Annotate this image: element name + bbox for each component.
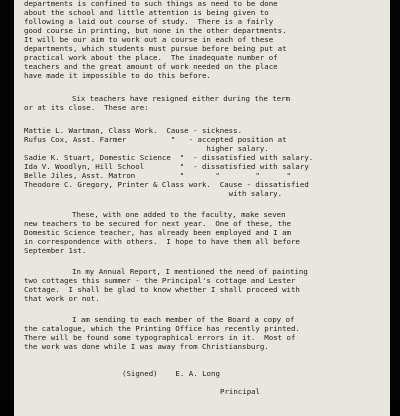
scan-right-border <box>390 0 400 400</box>
text-line: departments is confined to such things as need to be done <box>24 0 278 8</box>
signer-title: Principal <box>220 387 261 396</box>
text-line: new teachers to be secured for next year. One of these, the <box>24 219 291 228</box>
text-line: September 1st. <box>24 246 87 255</box>
signature-line: (Signed) E. A. Long <box>122 369 220 378</box>
resignation-entry: Theodore C. Gregory, Printer & Class work. Cause - dissatisfied <box>24 180 309 189</box>
text-line: about the school and little attention is being given to <box>24 8 269 17</box>
scan-left-border <box>0 0 14 400</box>
text-line: the catalogue, which the Printing Office has recently printed. <box>24 324 300 333</box>
text-line: teachers and the great amount of work needed on the place <box>24 62 278 71</box>
resignation-entry: higher salary. <box>24 144 269 153</box>
text-line: Six teachers have resigned either during the term <box>72 94 291 103</box>
resignation-entry: Ida V. Woodlyn, Hill School " - dissatisfied with salary <box>24 162 309 171</box>
text-line: These, with one added to the faculty, make seven <box>72 210 286 219</box>
text-line: I am sending to each member of the Board a copy of <box>72 315 295 324</box>
text-line: There will be found some typographical errors in it. Most of <box>24 333 296 342</box>
text-line: that work or not. <box>24 294 100 303</box>
resignation-entry: with salary. <box>24 189 283 198</box>
document-page <box>14 0 390 416</box>
text-line: It will be our aim to work out a course in each of these <box>24 35 274 44</box>
text-line: Cottage. I shall be glad to know whether I shall proceed with <box>24 285 300 294</box>
resignation-entry: Belle Jiles, Asst. Matron " " " " <box>24 171 291 180</box>
text-line: in correspondence with others. I hope to have them all before <box>24 237 300 246</box>
text-line: the work was done while I was away from Christiansburg. <box>24 342 269 351</box>
text-line: following a laid out course of study. There is a fairly <box>24 17 274 26</box>
resignation-entry: Sadie K. Stuart, Domestic Science " - dissatisfied with salary. <box>24 153 314 162</box>
text-line: good course in printing, but none in the other departments. <box>24 26 287 35</box>
text-line: practical work about the place. The inadequate number of <box>24 53 278 62</box>
text-line: Domestic Science teacher, has already been employed and I am <box>24 228 291 237</box>
text-line: or at its close. These are: <box>24 103 149 112</box>
text-line: In my Annual Report, I mentioned the need of painting <box>72 267 308 276</box>
text-line: have made it impossible to do this before. <box>24 71 211 80</box>
resignation-entry: Mattie L. Wartman, Class Work. Cause - sickness. <box>24 126 243 135</box>
text-line: two cottages this summer - the Principal's cottage and Lester <box>24 276 296 285</box>
text-line: departments, which students must pursue before being put at <box>24 44 287 53</box>
resignation-entry: Rufus Cox, Asst. Farmer " - accepted position at <box>24 135 287 144</box>
